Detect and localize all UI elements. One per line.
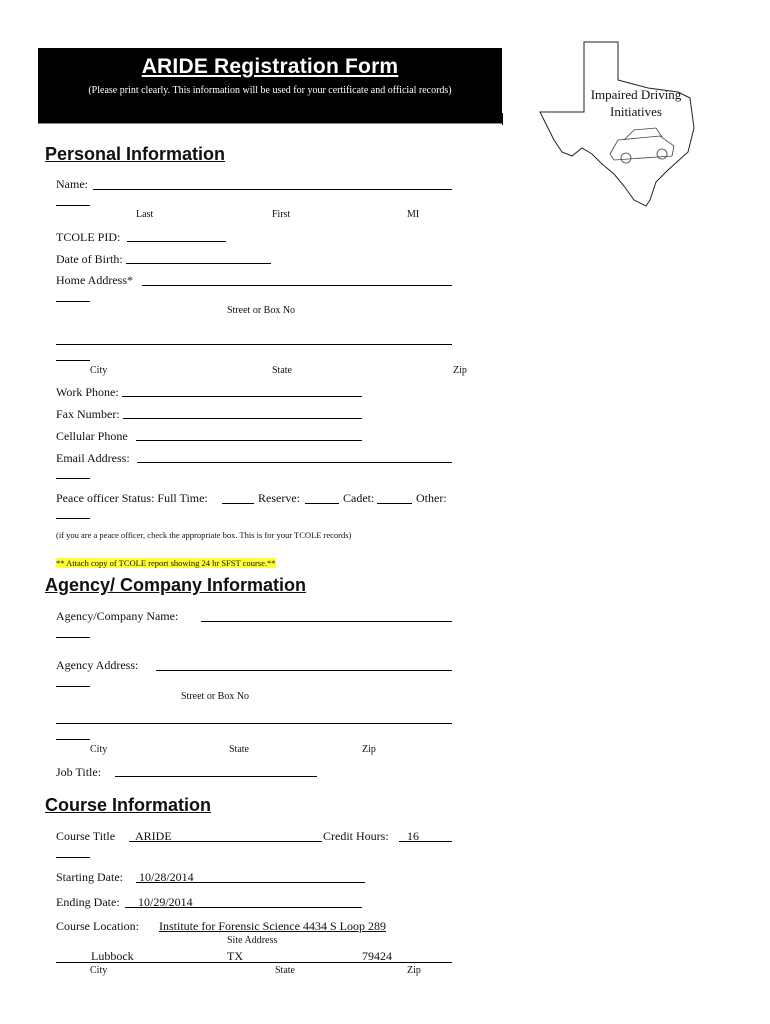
reserve-label: Reserve: xyxy=(258,491,300,505)
dob-field[interactable] xyxy=(126,263,271,264)
form-subtitle: (Please print clearly. This information will be used for your certificate and official records) xyxy=(88,85,452,96)
officer-status-label: Peace officer Status: Full Time: xyxy=(56,491,208,505)
agency-city-caption: City xyxy=(90,744,108,755)
other-blank[interactable] xyxy=(56,518,90,519)
home-city-wrap[interactable] xyxy=(56,360,90,361)
personal-info-heading: Personal Information xyxy=(45,144,226,164)
job-title-label: Job Title: xyxy=(56,765,102,779)
course-title-wrap[interactable] xyxy=(56,857,90,858)
credit-hours-label: Credit Hours: xyxy=(323,829,389,843)
course-location-value: Institute for Forensic Science 4434 S Loop 289 xyxy=(159,919,386,933)
course-location-label: Course Location: xyxy=(56,919,139,933)
other-label: Other: xyxy=(416,491,447,505)
cell-phone-label: Cellular Phone xyxy=(56,429,128,443)
course-zip-value: 79424 xyxy=(362,949,392,963)
work-phone-field[interactable] xyxy=(122,396,362,397)
home-zip-caption: Zip xyxy=(453,365,467,376)
agency-address-street-field[interactable] xyxy=(156,670,452,671)
home-address-wrap[interactable] xyxy=(56,301,90,302)
cadet-label: Cadet: xyxy=(343,491,375,505)
agency-name-label: Agency/Company Name: xyxy=(56,609,179,623)
agency-city-wrap[interactable] xyxy=(56,739,90,740)
agency-address-city-field[interactable] xyxy=(56,723,452,724)
course-city-value: Lubbock xyxy=(91,949,134,963)
credit-hours-value: 16 xyxy=(407,829,419,843)
form-header-banner xyxy=(38,48,502,123)
starting-date-value: 10/28/2014 xyxy=(139,870,194,884)
job-title-field[interactable] xyxy=(115,776,317,777)
home-city-caption: City xyxy=(90,365,108,376)
full-time-blank[interactable] xyxy=(222,503,254,504)
fax-number-field[interactable] xyxy=(123,418,362,419)
name-last-caption: Last xyxy=(136,209,154,220)
name-first-caption: First xyxy=(272,209,291,220)
course-zip-caption: Zip xyxy=(407,965,421,976)
banner-edge xyxy=(502,113,503,125)
agency-name-wrap[interactable] xyxy=(56,637,90,638)
logo-text-line1: Impaired Driving xyxy=(590,87,682,102)
home-address-city-field[interactable] xyxy=(56,344,452,345)
banner-underline xyxy=(38,123,502,124)
name-field-wrap[interactable] xyxy=(56,205,90,206)
agency-zip-caption: Zip xyxy=(362,744,376,755)
form-title: ARIDE Registration Form xyxy=(141,55,399,78)
home-state-caption: State xyxy=(272,365,292,376)
agency-address-wrap[interactable] xyxy=(56,686,90,687)
attach-note-highlight xyxy=(56,553,276,571)
email-label: Email Address: xyxy=(56,451,130,465)
home-address-label: Home Address* xyxy=(56,273,133,287)
course-title-value: ARIDE xyxy=(135,829,172,843)
site-address-caption: Site Address xyxy=(227,935,278,946)
email-wrap[interactable] xyxy=(56,478,90,479)
name-mi-caption: MI xyxy=(407,209,420,220)
name-field[interactable] xyxy=(93,189,452,190)
cell-phone-field[interactable] xyxy=(136,440,362,441)
tcole-pid-label: TCOLE PID: xyxy=(56,230,121,244)
fax-number-label: Fax Number: xyxy=(56,407,120,421)
name-label: Name: xyxy=(56,177,88,191)
home-street-caption: Street or Box No xyxy=(227,305,296,316)
email-field[interactable] xyxy=(137,462,452,463)
attach-note: ** Attach copy of TCOLE report showing 24 hr SFST course.** xyxy=(56,558,276,568)
agency-address-label: Agency Address: xyxy=(56,658,139,672)
agency-street-caption: Street or Box No xyxy=(181,691,250,702)
ending-date-label: Ending Date: xyxy=(56,895,120,909)
status-note: (if you are a peace officer, check the appropriate box. This is for your TCOLE records) xyxy=(56,530,352,540)
starting-date-label: Starting Date: xyxy=(56,870,123,884)
home-address-street-field[interactable] xyxy=(142,285,452,286)
texas-map-icon xyxy=(538,40,698,208)
reserve-blank[interactable] xyxy=(305,503,339,504)
course-state-value: TX xyxy=(227,949,243,963)
agency-state-caption: State xyxy=(229,744,249,755)
cadet-blank[interactable] xyxy=(377,503,412,504)
dob-label: Date of Birth: xyxy=(56,252,123,266)
impaired-driving-logo xyxy=(538,40,698,208)
agency-info-heading: Agency/ Company Information xyxy=(45,575,307,595)
tcole-pid-field[interactable] xyxy=(127,241,226,242)
logo-text-line2: Initiatives xyxy=(610,104,662,119)
agency-name-field[interactable] xyxy=(201,621,452,622)
course-city-caption: City xyxy=(90,965,108,976)
course-state-caption: State xyxy=(275,965,295,976)
course-title-label: Course Title xyxy=(56,829,116,843)
ending-date-value: 10/29/2014 xyxy=(138,895,193,909)
work-phone-label: Work Phone: xyxy=(56,385,119,399)
course-info-heading: Course Information xyxy=(45,795,212,815)
